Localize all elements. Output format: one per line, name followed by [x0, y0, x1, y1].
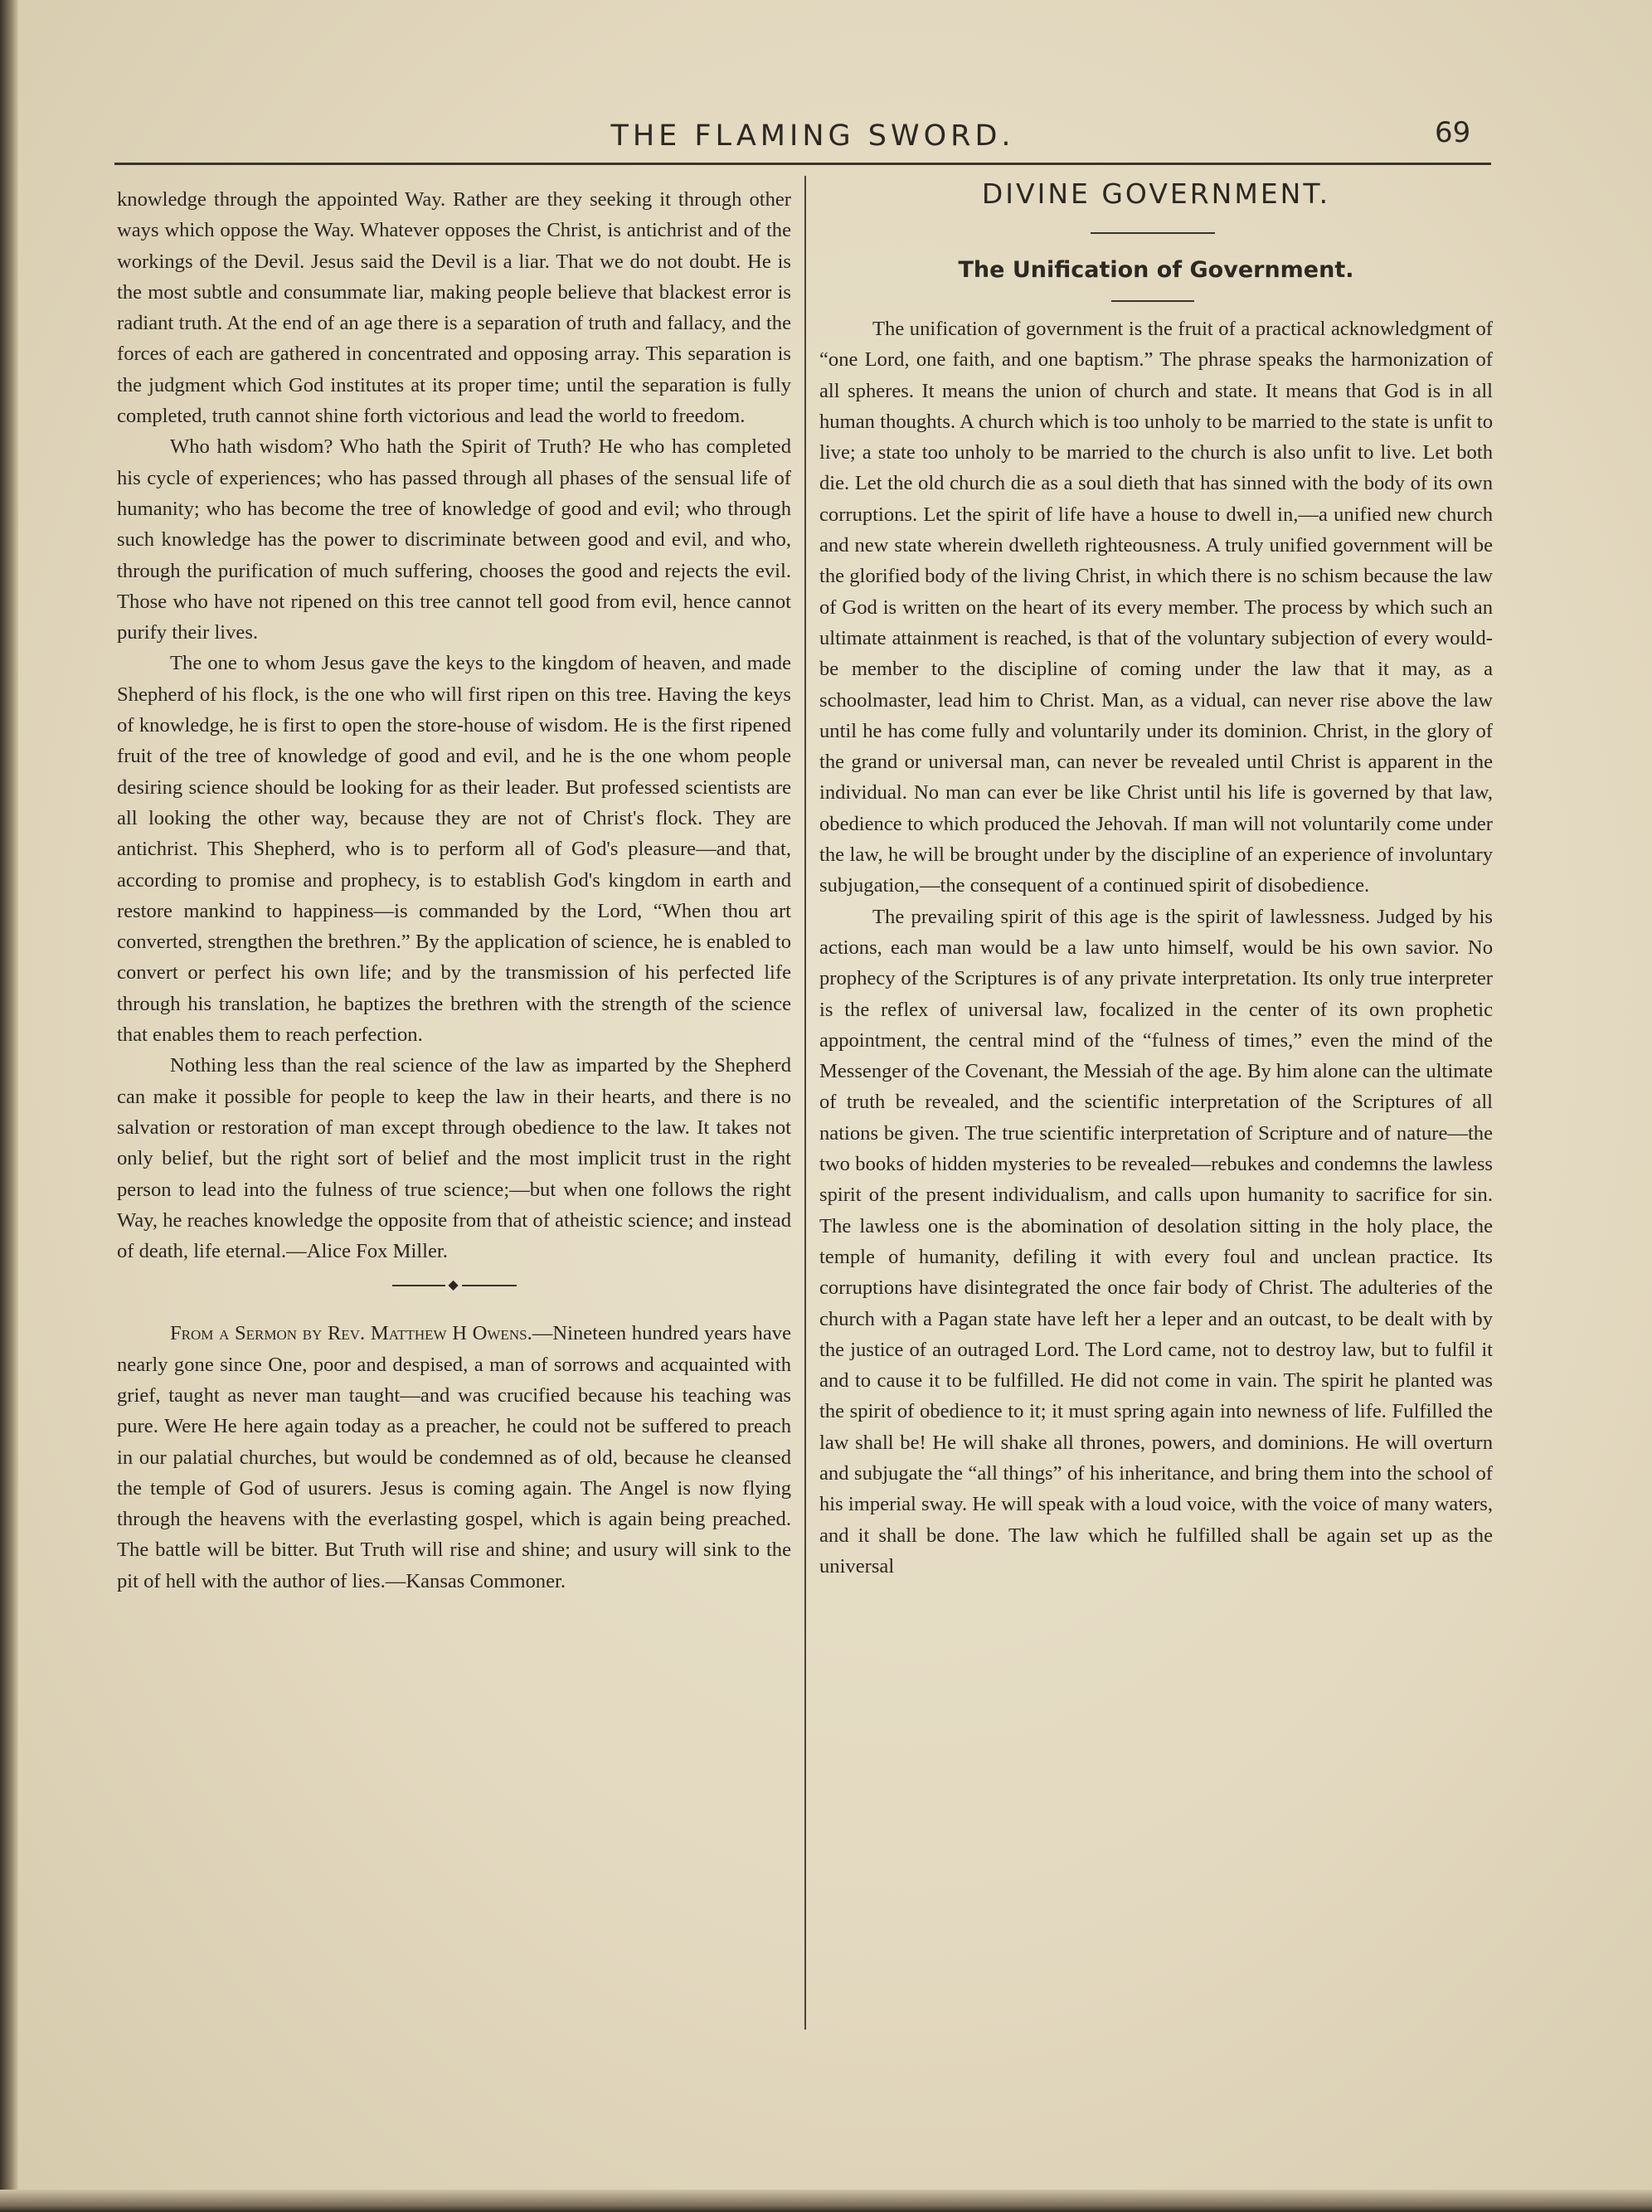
left-paragraph-3: The one to whom Jesus gave the keys to the kingdom of heaven, and made Shepherd of his flock, is the one who will first ripen on this tree. Having the keys of knowledge, he is first to open the store-house of wisdom. He is the first ripened fruit of the tree of knowledge of good and evil, and he is the one whom people desiring science should be looking for as their leader. But professed scientists are all looking the other way, because they are not of Christ's flock. They are antichrist. This Shepherd, who is to perform all of God's pleasure—and that, according to promise and prophecy, is to establish God's kingdom in earth and restore mankind to happiness—is commanded by the Lord, “When thou art converted, strengthen the brethren.” By the application of science, he is enabled to convert or perfect his own life; and by the transmission of his perfected life through his translation, he baptizes the brethren with the strength of the science that enables them to reach perfection. — [117, 652, 791, 1047]
running-head: THE FLAMING SWORD. — [610, 119, 1015, 153]
right-paragraph-2: The prevailing spirit of this age is the spirit of lawlessness. Judged by his actions, each man would be a law unto himself, would be his own savior. No prophecy of the Scriptures is of any private interpretation. Its only true interpreter is the reflex of universal law, focalized in the center of its own prophetic appointment, the central mind of the “fulness of times,” even the mind of the Messenger of the Covenant, the Messiah of the age. By him alone can the ultimate of truth be revealed, and the scientific interpretation of the Scriptures of all nations be given. The true scientific interpretation of Scripture and of nature—the two books of hidden mysteries to be revealed—rebukes and condemns the lawless spirit of the present individualism, and calls upon humanity to sacrifice for sin. The lawless one is the abomination of desolation sitting in the holy place, the temple of humanity, defiling it with every foul and unclean practice. Its corruptions have disintegrated the once fair body of Christ. The adulteries of the church with a Pagan state have left her a leper and an outcast, to be dealt with by the justice of an outraged Lord. The Lord came, not to destroy law, but to fulfil it and to cause it to be fulfilled. He did not come in vain. The spirit he planted was the spirit of obedience to it; it must spring again into newness of life. Fulfilled the law shall be! He will shake all thrones, powers, and dominions. He will overturn and subjugate the “all things” of his inheritance, and bring them into the school of his imperial sway. He will speak with a loud voice, with the voice of many waters, and it shall be done. The law which he fulfilled shall be again set up as the universal — [819, 905, 1493, 1578]
left-paragraph-2: Who hath wisdom? Who hath the Spirit of Truth? He who has completed his cycle of experiences; who has passed through all phases of the sensual life of humanity; who has become the tree of knowledge of good and evil; who through such knowledge has the power to discriminate between good and evil, and who, through the purification of much suffering, chooses the good and rejects the evil. Those who have not ripened on this tree cannot tell good from evil, hence cannot purify their lives. — [117, 435, 791, 644]
section-separator: ◆ — [392, 1273, 517, 1298]
sermon-heading: From a Sermon by Rev. Matthew H Owens. — [170, 1322, 532, 1345]
title-rule — [1091, 232, 1215, 234]
page-bottom-edge — [0, 2190, 1652, 2212]
right-paragraph-1: The unification of government is the fruit of a practical acknowledgment of “one Lord, one faith, and one baptism.” The phrase speaks the harmonization of all spheres. It means the union of church and state. It means that God is in all human thoughts. A church which is too unholy to be married to the state is unfit to live; a state too unholy to be married to the church is also unfit to live. Let both die. Let the old church die as a soul dieth that has sinned with the body of its own corruptions. Let the spirit of life have a house to dwell in,—a unified new church and new state wherein dwelleth righteousness. A truly unified government will be the glorified body of the living Christ, in which there is no schism because the law of God is written on the heart of its every member. The process by which such an ultimate attainment is reached, is that of the voluntary subjection of every would-be member to the discipline of coming under the law that it may, as a schoolmaster, lead him to Christ. Man, as a vidual, can never rise above the law until he has come fully and voluntarily under its dominion. Christ, in the glory of the grand or universal man, can never be revealed until Christ is apparent in the individual. No man can ever be like Christ until his life is governed by that law, obedience to which produced the Jehovah. If man will not voluntarily come under the law, he will be brought under by the discipline of an experience of involuntary subjugation,—the consequent of a continued spirit of disobedience. — [819, 318, 1493, 897]
binding-gutter — [0, 0, 18, 2212]
left-column — [117, 184, 791, 1597]
sermon-body: —Nineteen hundred years have nearly gone since One, poor and despised, a man of sorrows and acquainted with grief, taught as never man taught—and was crucified because his teaching was pure. Were He here again today as a preacher, he could not be suffered to preach in our palatial churches, but would be condemned as of old, because he cleansed the temple of God of usurers. Jesus is coming again. The Angel is now flying through the heavens with the everlasting gospel, which is again being preached. The battle will be bitter. But Truth will rise and shine; and usury will sink to the pit of hell with the author of lies.—Kansas Commoner. — [117, 1322, 791, 1592]
subtitle-rule — [1111, 300, 1194, 302]
article-subtitle: The Unification of Government. — [958, 257, 1354, 283]
column-divider — [804, 176, 806, 2030]
left-paragraph-1: knowledge through the appointed Way. Rather are they seeking it through other ways which oppose the Way. Whatever opposes the Christ, is antichrist and of the workings of the Devil. Jesus said the Devil is a liar. That we do not doubt. He is the most subtle and consummate liar, making people believe that blackest error is radiant truth. At the end of an age there is a separation of truth and fallacy, and the forces of each are gathered in concentrated and opposing array. This separation is the judgment which God institutes at its proper time; until the separation is fully completed, truth cannot shine forth victorious and lead the world to freedom. — [117, 188, 791, 428]
right-column — [819, 314, 1493, 1582]
sermon-paragraph — [117, 1318, 791, 1597]
header-rule — [114, 163, 1491, 165]
left-paragraph-4: Nothing less than the real science of the law as imparted by the Shepherd can make it possible for people to keep the law in their hearts, and there is no salvation or restoration of man except through obedience to the law. It takes not only belief, but the right sort of belief and the most implicit trust in the right person to lead into the fulness of true science;—but when one follows the right Way, he reaches knowledge the opposite from that of atheistic science; and instead of death, life eternal.—Alice Fox Miller. — [117, 1054, 791, 1263]
page-number: 69 — [1435, 116, 1471, 149]
section-title: DIVINE GOVERNMENT. — [981, 177, 1331, 210]
